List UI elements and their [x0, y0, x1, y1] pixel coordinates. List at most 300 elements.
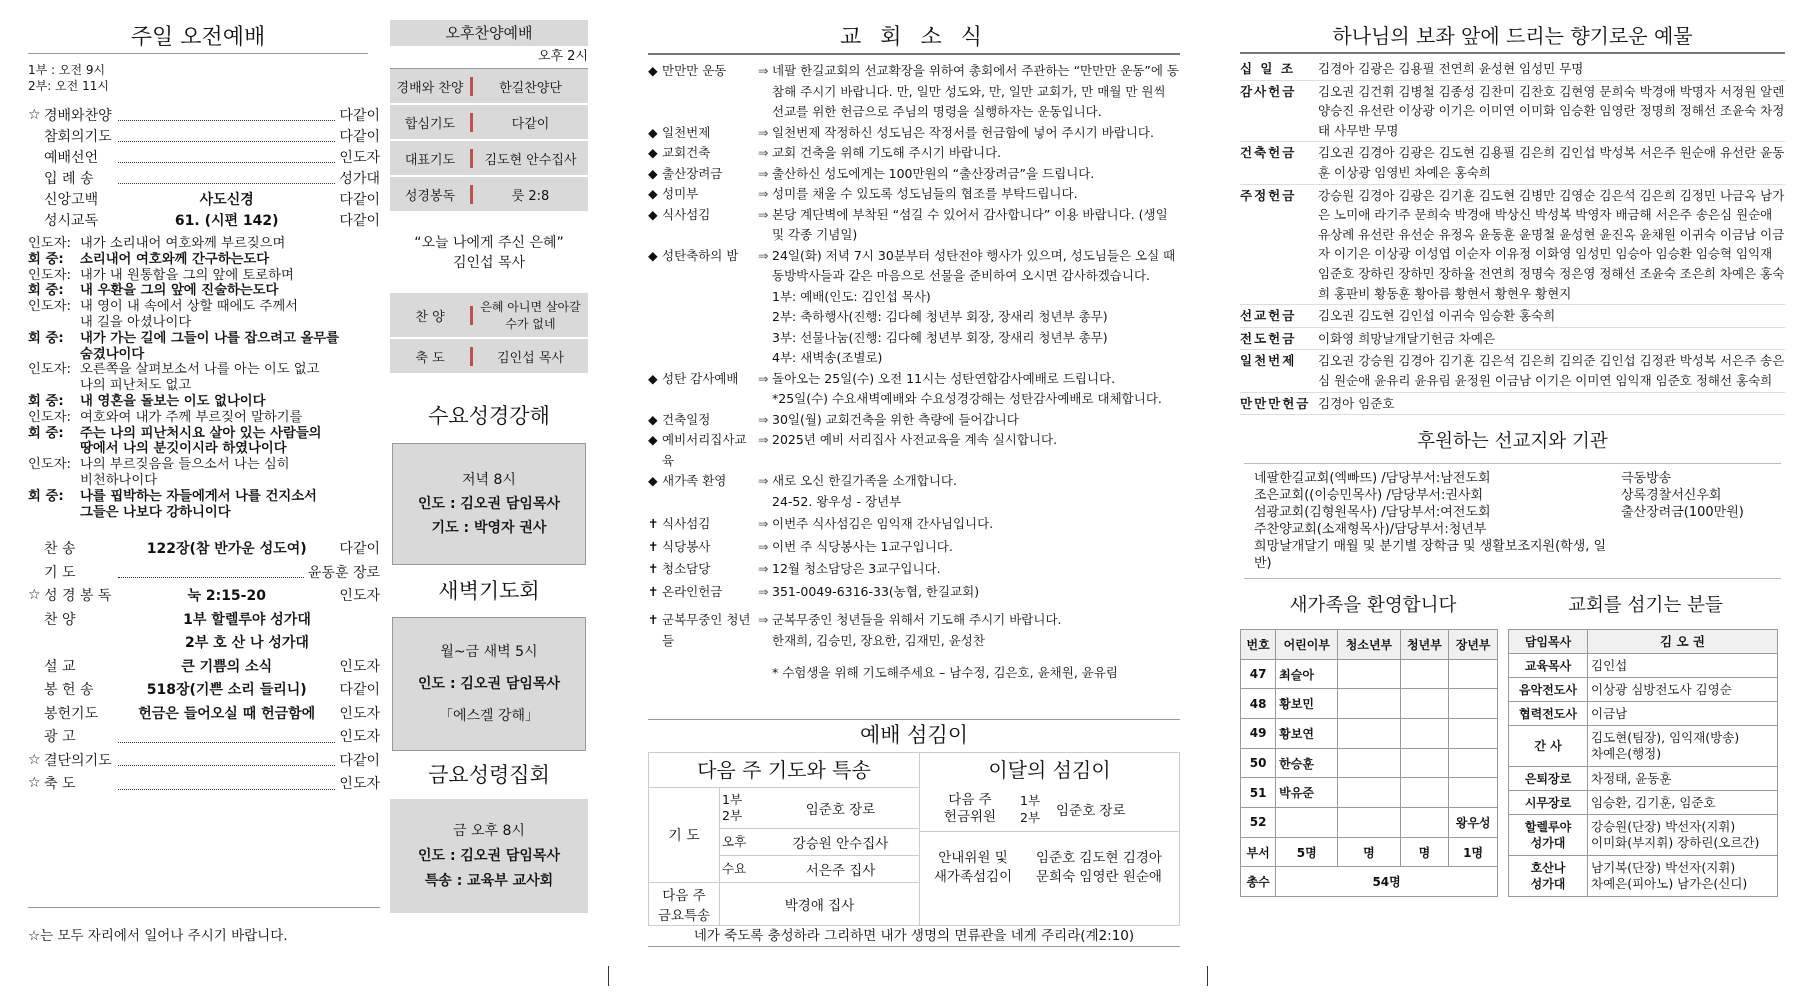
- mission-org: [1621, 521, 1771, 538]
- order-label: 성시교독: [44, 212, 99, 229]
- news-item: [648, 369, 1180, 410]
- prayer-name: 임준호 장로: [805, 802, 876, 818]
- news-bullet: ◆: [648, 186, 658, 201]
- order-label: 신앙고백: [44, 191, 99, 208]
- family-number: 48: [1241, 689, 1276, 719]
- table-row: [1241, 659, 1498, 689]
- table-row: [1241, 808, 1498, 838]
- news-text: 2025년 예비 서리집사 사전교육을 계속 실시합니다.: [772, 432, 1058, 447]
- table-row: [1241, 748, 1498, 778]
- reading-line: [28, 268, 388, 284]
- order-label: 예배선언: [44, 149, 99, 166]
- news-item: [648, 514, 1180, 535]
- news-arrow-icon: ⇒: [758, 186, 769, 201]
- family-number: 49: [1241, 719, 1276, 749]
- server-row: [1509, 791, 1778, 815]
- offering-type: 건축헌금: [1240, 145, 1297, 161]
- mission-org: 출산장려금(100만원): [1621, 505, 1744, 521]
- reading-line: [28, 394, 388, 410]
- afternoon-item: [390, 293, 588, 339]
- reading-line: [28, 315, 388, 331]
- order-detail: 2부 호 산 나 성가대: [185, 635, 309, 652]
- reading-text: 내가 가는 길에 그들이 나를 잡으려고 올무를: [80, 330, 339, 346]
- reading-line: [28, 378, 388, 394]
- reading-text: 나의 피난처도 없고: [80, 378, 192, 394]
- news-arrow-icon: ⇒: [758, 206, 769, 222]
- news-bullet: ✝: [648, 561, 659, 576]
- news-label: 만만만 운동: [662, 63, 727, 78]
- offering-names: 김오권 김도현 김인섭 이귀숙 임승환 홍숙희: [1318, 308, 1556, 324]
- news-text: 교회 건축을 위해 기도해 주시기 바랍니다.: [772, 145, 1002, 160]
- reading-text: 땅에서 나의 분깃이시라 하였나이다: [80, 441, 287, 457]
- reading-text: 내 영이 내 속에서 상할 때에도 주께서: [80, 299, 299, 315]
- news-arrow-icon: ⇒: [758, 561, 769, 576]
- reader: [28, 347, 80, 363]
- news-item: [648, 582, 1180, 603]
- afternoon-sermon: [390, 213, 588, 293]
- stand-mark: ☆: [28, 106, 41, 123]
- reader: [28, 441, 80, 457]
- reading-text: 그들은 나보다 강하니이다: [80, 504, 231, 520]
- offering-type: 일천번제: [1240, 353, 1297, 369]
- afternoon-item: [390, 69, 588, 105]
- news-arrow-icon: ⇒: [758, 538, 769, 554]
- news-item: [648, 246, 1180, 369]
- news-text: 네팔 한길교회의 선교확장을 위하여 총회에서 주관하는 “만만만 운동”에 동참해 주시기 바랍니다. 만, 일만 성도와, 만, 일만 교회가, 만 매월 만 원씩 선교를 위한 헌금으로 주님의 명령을 실행하자는 운동입니다.: [772, 63, 1179, 119]
- mission-name: 조은교회((이승민목사) /담당부서:권사회: [1254, 488, 1484, 504]
- order-label: 참회의기도: [44, 128, 112, 145]
- order-leader: 다같이: [339, 752, 380, 769]
- server-row: [1509, 767, 1778, 791]
- offering-row: [1240, 185, 1785, 306]
- news-arrow-icon: ⇒: [758, 63, 769, 78]
- child-name: 한승훈: [1276, 748, 1338, 778]
- news-text: * 수험생을 위해 기도해주세요 – 남수정, 김은호, 윤채원, 윤유림: [772, 665, 1119, 680]
- reading-text: 오른쪽을 살펴보소서 나를 아는 이도 없고: [80, 362, 320, 378]
- total-row: [1241, 867, 1498, 897]
- order-label: 결단의기도: [44, 752, 112, 769]
- order-leader: 인도자: [339, 705, 380, 722]
- dot-leader: [118, 777, 335, 790]
- prayer-name: 강승원 안수집사: [792, 836, 889, 852]
- wednesday-title: 수요성경강해: [428, 404, 550, 428]
- reading-line: [28, 489, 388, 505]
- server-row: [1509, 702, 1778, 726]
- server-role: 호산나 성가대: [1509, 856, 1588, 897]
- sunday-morning-service: [28, 20, 388, 955]
- order-detail: 61. (시편 142): [174, 212, 279, 229]
- afternoon-time: 오후 2시: [390, 46, 588, 69]
- wednesday-box: 저녁 8시 인도 : 김오권 담임목사 기도 : 박영자 권사: [392, 443, 586, 565]
- order-leader: 다같이: [339, 541, 380, 558]
- adult-name: 왕우성: [1449, 808, 1498, 838]
- friday-title: 금요성령집회: [428, 763, 550, 787]
- youth-name: [1338, 689, 1400, 719]
- table-row: [1241, 689, 1498, 719]
- afternoon-service-title: 오후찬양예배: [390, 20, 588, 46]
- mission-org: 상록경찰서신우회: [1621, 488, 1722, 504]
- worship-order: [28, 104, 380, 230]
- news-arrow-icon: [758, 663, 772, 684]
- server-names: 차정태, 윤동훈: [1588, 767, 1778, 791]
- order-detail: 122장(참 반가운 성도여): [146, 541, 307, 558]
- offering-row: [1240, 393, 1785, 416]
- news-item: [648, 663, 1180, 684]
- item-value: 한길찬양단: [499, 80, 562, 96]
- offering-type: 선교헌금: [1240, 308, 1297, 324]
- stand-mark: ☆: [28, 751, 41, 768]
- mission-item: [1254, 504, 1771, 521]
- youth-name: [1338, 659, 1400, 689]
- order-label: 찬 양: [44, 611, 76, 628]
- responsive-reading: [28, 236, 388, 520]
- server-row: [1509, 630, 1778, 654]
- news-bullet: ◆: [648, 247, 658, 263]
- order-leader: 다같이: [339, 191, 380, 208]
- column-header: 번호: [1241, 630, 1276, 660]
- news-arrow-icon: ⇒: [758, 165, 769, 181]
- reading-line: [28, 347, 388, 363]
- prayer-row: [720, 856, 919, 882]
- server-names: 김도현(팀장), 임익재(방송) 차예은(행정): [1588, 726, 1778, 767]
- column-header: 청소년부: [1338, 630, 1400, 660]
- reader: [28, 473, 80, 489]
- news-label: 식당봉사: [662, 538, 711, 554]
- news-text: 일천번제 작정하신 성도님은 작정서를 헌금함에 넣어 주시기 바랍니다.: [772, 124, 1154, 140]
- adult-name: [1449, 719, 1498, 749]
- news-item: [648, 610, 1180, 651]
- news-text: 이번주 식사섬김은 임익재 간사님입니다.: [772, 516, 994, 531]
- dot-leader: [118, 171, 335, 184]
- news-label: 군복무중인 청년들: [662, 612, 751, 648]
- friday-box: 금 오후 8시 인도 : 김오권 담임목사 특송 : 교육부 교사회: [390, 799, 588, 913]
- mission-name: 주찬양교회(소재형목사)/담당부서:청년부: [1254, 522, 1487, 538]
- dot-leader: [118, 129, 335, 142]
- column-header: 청년부: [1400, 630, 1449, 660]
- news-label: [662, 663, 758, 684]
- reader: 인도자:: [28, 267, 72, 283]
- stand-mark: ☆: [28, 587, 41, 604]
- afternoon-item: [390, 339, 588, 375]
- item-label: 찬 양: [390, 306, 473, 325]
- mission-list: [1244, 463, 1781, 579]
- reader: [28, 315, 80, 331]
- dot-leader: [118, 753, 335, 766]
- guide-names: 임준호 김도현 김경아 문희숙 임영란 원순애: [1036, 850, 1162, 885]
- news-arrow-icon: ⇒: [758, 247, 769, 263]
- order-item: [28, 771, 380, 795]
- server-names: 이금남: [1588, 702, 1778, 726]
- order-item: [28, 536, 380, 560]
- order-leader: 인도자: [339, 776, 380, 793]
- offering-names: 김경아 김광은 김용필 전연희 윤성현 임성민 무명: [1318, 61, 1584, 76]
- mission-item: [1254, 521, 1771, 538]
- news-bullet: ◆: [648, 206, 658, 222]
- news-bullet: ✝: [648, 612, 659, 627]
- news-label: 일천번제: [662, 124, 711, 140]
- offering-row: [1240, 350, 1785, 392]
- family-number: 50: [1241, 748, 1276, 778]
- prayer-slot: 오후: [722, 834, 747, 849]
- worship-order-2: [28, 536, 380, 795]
- news-text: 본당 계단벽에 부착된 “섬길 수 있어서 감사합니다” 이용 바랍니다. (생일 및 각종 기념일): [772, 206, 1168, 242]
- server-role: 담임목사: [1509, 630, 1588, 654]
- order-leader: 인도자: [339, 729, 380, 746]
- order-leader: 인도자: [339, 658, 380, 675]
- server-role: 협력전도사: [1509, 702, 1588, 726]
- reading-text: 나의 부르짖음을 들으소서 나는 심히: [80, 457, 290, 473]
- fold-mark-right: [1207, 966, 1208, 986]
- child-name: 황보민: [1276, 689, 1338, 719]
- reading-text: 내가 소리내어 여호와께 부르짖으며: [80, 236, 286, 251]
- order-label: 봉헌기도: [44, 705, 99, 722]
- news-label: 온라인헌금: [662, 583, 723, 599]
- server-row: [1509, 654, 1778, 678]
- news-text: 12월 청소담당은 3교구입니다.: [772, 561, 941, 576]
- young-adult-name: [1400, 748, 1449, 778]
- order-item: [28, 583, 380, 607]
- mission-name: 섬광교회(김형원목사) /담당부서:여전도회: [1254, 505, 1491, 521]
- offering-names: 이화영 희망날개달기헌금 차예은: [1318, 330, 1495, 346]
- item-label: 축 도: [390, 347, 473, 366]
- offering-names: 김오권 강승원 김경아 김기훈 김은석 김은희 김의준 김인섭 김정관 박성복 서은주 송은심 원순애 윤유리 윤유림 윤정원 이금남 이기은 이미연 임익재 임준호 정해선 홍숙희: [1318, 353, 1785, 388]
- server-names: 남기복(단장) 박선자(지휘) 차예은(피아노) 남가은(신디): [1588, 856, 1778, 897]
- server-role: 교육목사: [1509, 654, 1588, 678]
- offerings-title: 하나님의 보좌 앞에 드리는 향기로운 예물: [1240, 20, 1785, 54]
- order-leader: 인도자: [339, 588, 380, 605]
- mission-name: 네팔한길교회(엑빠뜨) /담당부서:남전도회: [1254, 471, 1491, 487]
- server-row: [1509, 856, 1778, 897]
- reading-text: 소리내어 여호와께 간구하는도다: [80, 251, 270, 267]
- new-family-table: [1240, 629, 1498, 897]
- family-number: 52: [1241, 808, 1276, 838]
- dot-leader: [118, 150, 335, 163]
- reader: 회 중:: [28, 425, 64, 441]
- news-bullet: ◆: [648, 145, 658, 160]
- reader: 회 중:: [28, 283, 64, 299]
- news-arrow-icon: ⇒: [758, 124, 769, 140]
- order-leader: 인도자: [339, 149, 380, 166]
- youth-name: [1338, 808, 1400, 838]
- order-item: [28, 607, 380, 631]
- order-item: [28, 677, 380, 701]
- news-item: [648, 184, 1180, 205]
- order-label: 성 경 봉 독: [44, 588, 112, 605]
- youth-name: [1338, 748, 1400, 778]
- offering-name: 임준호 장로: [1056, 803, 1126, 819]
- child-name: 최슬아: [1276, 659, 1338, 689]
- offering-names: 김경아 임준호: [1318, 395, 1395, 411]
- reading-text: 주는 나의 피난처시요 살아 있는 사람들의: [80, 425, 322, 441]
- fold-mark-left: [608, 966, 609, 986]
- news-text: 출산하신 성도에게는 100만원의 “출산장려금”을 드립니다.: [772, 165, 1095, 181]
- reader: 회 중:: [28, 488, 64, 504]
- morning-service-title: 주일 오전예배: [28, 20, 368, 54]
- young-adult-name: [1400, 659, 1449, 689]
- news-text: 새로 오신 한길가족을 소개합니다. 24-52. 왕우성 - 장년부: [772, 473, 957, 509]
- offering-type: 십 일 조: [1240, 61, 1295, 76]
- reading-line: [28, 410, 388, 426]
- server-names: 김 오 권: [1588, 630, 1778, 654]
- news-label: 건축일정: [662, 411, 711, 427]
- offering-names: 김오권 김건휘 김병철 김종성 김찬미 김찬호 김현영 문희숙 박경애 박명자 서정원 알렌 양승진 유선란 이상광 이기은 이미연 이미화 임승환 임영란 정명희 정해선 조윤숙 차정태 사무반 무명: [1318, 83, 1785, 138]
- column-header: 장년부: [1449, 630, 1498, 660]
- item-label: 경배와 찬양: [390, 77, 473, 96]
- reading-text: 내 우환을 그의 앞에 진술하는도다: [80, 283, 279, 299]
- order-item: [28, 724, 380, 748]
- order-detail: 사도신경: [199, 191, 254, 208]
- order-item: [28, 125, 380, 146]
- offering-row: [1240, 58, 1785, 81]
- table-row: [1241, 719, 1498, 749]
- offering-row: [1240, 305, 1785, 328]
- prayer-name: 서은주 집사: [805, 863, 876, 879]
- reading-line: [28, 236, 388, 252]
- table-header: [1241, 630, 1498, 660]
- mission-org: 극동방송: [1621, 471, 1672, 487]
- reader: 인도자:: [28, 236, 72, 251]
- afternoon-order-2: [390, 293, 588, 375]
- reading-line: [28, 457, 388, 473]
- afternoon-order: [390, 69, 588, 213]
- reading-line: [28, 505, 388, 521]
- dept-label: 부서: [1241, 837, 1276, 867]
- order-leader: 다같이: [339, 128, 380, 145]
- next-week-title: 다음 주 기도와 특송: [649, 753, 919, 788]
- order-label: 경배와찬양: [44, 107, 112, 124]
- order-label: 설 교: [44, 658, 76, 675]
- reading-line: [28, 299, 388, 315]
- child-name: 박유준: [1276, 778, 1338, 808]
- mission-item: [1254, 470, 1771, 487]
- order-detail: 눅 2:15-20: [187, 588, 266, 605]
- news-label: 성미부: [662, 186, 699, 201]
- sermon-title: “오늘 나에게 주신 은혜”: [414, 235, 564, 251]
- reader: 인도자:: [28, 362, 72, 378]
- news-text: 군복무중인 청년들을 위해서 기도해 주시기 바랍니다. 한재희, 김승민, 장요한, 김재민, 윤성찬: [772, 612, 1062, 648]
- news-arrow-icon: ⇒: [758, 516, 769, 531]
- news-label: 출산장려금: [662, 165, 723, 181]
- news-label: 교회건축: [662, 145, 711, 160]
- news-item: [648, 123, 1180, 144]
- child-name: 황보연: [1276, 719, 1338, 749]
- prayer-row: [720, 829, 919, 856]
- dept-count: 명: [1400, 837, 1449, 867]
- youth-name: [1338, 778, 1400, 808]
- server-row: [1509, 678, 1778, 702]
- reading-text: 여호와여 내가 주께 부르짖어 말하기를: [80, 409, 303, 425]
- offering-label: 다음 주 헌금위원: [943, 792, 997, 825]
- prayer-slot: 수요: [722, 861, 747, 876]
- news-label: 새가족 환영: [662, 473, 727, 488]
- reader: 회 중:: [28, 251, 64, 267]
- dot-leader: [118, 565, 304, 578]
- stand-mark: ☆: [28, 775, 41, 792]
- prayer-slot: 1부 2부: [722, 792, 743, 823]
- family-number: 51: [1241, 778, 1276, 808]
- offering-list: [1240, 58, 1785, 415]
- news-item: [648, 430, 1180, 471]
- servers-table: [1508, 629, 1778, 897]
- column-header: 어린이부: [1276, 630, 1338, 660]
- standing-note: ☆는 모두 자리에서 일어나 주시기 바랍니다.: [28, 907, 380, 944]
- afternoon-item: [390, 141, 588, 177]
- dot-leader: [118, 108, 335, 121]
- news-text: 24일(화) 저녁 7시 30분부터 성탄전야 행사가 있으며, 성도님들은 오실 때 동방박사들과 같은 마음으로 선물을 준비하여 오시면 감사하겠습니다. 1부: 예배(인도: 김인섭 목사) 2부: 축하행사(진행: 김다혜 청년부 회장, 장새리 청년부 총무) 3부: 선물나눔(진행: 김다혜 청년부 회장, 장새리 청년부 총무) 4부: 새벽송(조별로): [772, 247, 1176, 365]
- offering-row: [1240, 142, 1785, 184]
- order-detail: 헌금은 들어오실 때 헌금함에: [138, 705, 316, 722]
- reading-line: [28, 441, 388, 457]
- servers-title: 교회를 섬기는 분들: [1568, 595, 1723, 617]
- server-names: 김인섭: [1588, 654, 1778, 678]
- server-role: 은퇴장로: [1509, 767, 1588, 791]
- order-item: [28, 748, 380, 772]
- news-arrow-icon: ⇒: [758, 583, 769, 599]
- order-leader: 윤동훈 장로: [307, 564, 380, 581]
- prayer-row: [720, 788, 919, 829]
- server-names: 강승원(단장) 박선자(지휘) 이미화(부지휘) 장하린(오르간): [1588, 815, 1778, 856]
- dawn-title: 새벽기도회: [438, 579, 540, 603]
- reading-text: 비천하나이다: [80, 472, 158, 488]
- news-arrow-icon: ⇒: [758, 432, 769, 447]
- special-name: 박경애 집사: [784, 898, 855, 914]
- dept-count: 5명: [1276, 837, 1338, 867]
- news-arrow-icon: ⇒: [758, 145, 769, 160]
- reader: [28, 505, 80, 521]
- table-row: [1241, 778, 1498, 808]
- reading-text: 내 길을 아셨나이다: [80, 314, 192, 330]
- afternoon-item: [390, 105, 588, 141]
- offering-row: [1240, 81, 1785, 143]
- reader: 인도자:: [28, 457, 72, 473]
- offering-type: 주정헌금: [1240, 187, 1297, 203]
- news-label: 식사섬김: [662, 206, 711, 222]
- young-adult-name: [1400, 689, 1449, 719]
- mission-name: 희망날개달기 매월 및 분기별 장학금 및 생활보조지원(학생, 일반): [1254, 539, 1607, 572]
- news-item: [648, 205, 1180, 246]
- offering-type: 감사헌금: [1240, 83, 1297, 99]
- news-item: [648, 471, 1180, 512]
- item-value: 김인섭 목사: [497, 350, 564, 366]
- family-number: 47: [1241, 659, 1276, 689]
- news-label: 식사섬김: [662, 516, 711, 531]
- news-label: 성탄 감사예배: [662, 370, 739, 386]
- server-role: 간 사: [1509, 726, 1588, 767]
- reading-line: [28, 331, 388, 347]
- news-bullet: ◆: [648, 432, 658, 447]
- guide-label: 안내위원 및 새가족섬김이: [933, 850, 1013, 885]
- offering-type: 전도헌금: [1240, 330, 1297, 346]
- news-text: 351-0049-6316-33(농협, 한길교회): [772, 583, 980, 599]
- order-detail: 518장(기쁜 소리 들리니): [146, 682, 307, 699]
- order-item: [28, 654, 380, 678]
- service-helpers: [648, 752, 1180, 926]
- news-title: 교 회 소 식: [648, 20, 1180, 55]
- offering-row: [1240, 328, 1785, 351]
- order-leader: 다같이: [339, 107, 380, 124]
- reading-line: [28, 473, 388, 489]
- bible-verse: 네가 죽도록 충성하라 그리하면 내가 생명의 면류관을 네게 주리라(계2:10): [648, 926, 1180, 947]
- dept-row: [1241, 837, 1498, 867]
- server-role: 시무장로: [1509, 791, 1588, 815]
- news-text: 돌아오는 25일(수) 오전 11시는 성탄연합감사예배로 드립니다. *25일(수) 수요새벽예배와 수요성경강해는 성탄감사예배로 대체합니다.: [772, 370, 1162, 406]
- order-detail: 큰 기쁨의 소식: [181, 658, 273, 675]
- preacher: 김인섭 목사: [452, 255, 526, 271]
- news-item: [648, 559, 1180, 580]
- mission-item: [1254, 538, 1771, 572]
- order-label: 광 고: [44, 729, 76, 746]
- order-label: 기 도: [44, 564, 76, 581]
